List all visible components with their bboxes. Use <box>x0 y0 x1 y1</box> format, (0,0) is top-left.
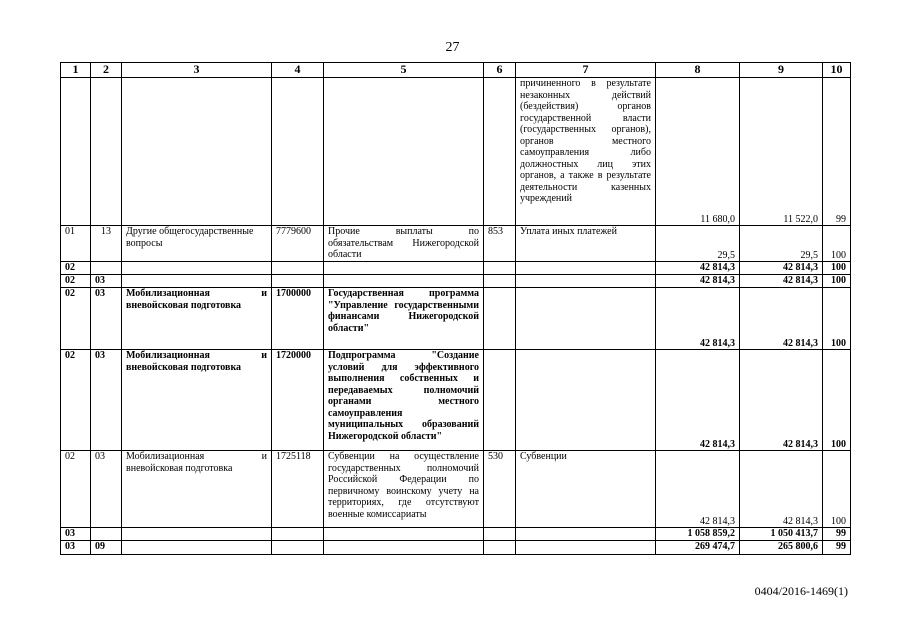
cell-target-code <box>272 262 324 275</box>
cell-target-name <box>324 78 484 226</box>
cell-target-code <box>272 541 324 555</box>
cell-expense-name <box>516 275 656 288</box>
col-header: 4 <box>272 63 324 78</box>
table-row <box>61 226 851 262</box>
table-row <box>61 78 851 226</box>
col-header: 2 <box>91 63 122 78</box>
col-header: 1 <box>61 63 91 78</box>
cell-plan: 1 058 859,2 <box>656 528 740 541</box>
cell-expense-name <box>516 528 656 541</box>
cell-expense-name: Уплата иных платежей <box>516 226 656 262</box>
cell-percent: 100 <box>823 226 851 262</box>
cell-fact: 42 814,3 <box>740 262 823 275</box>
cell-name <box>122 262 272 275</box>
cell-target-code: 7779600 <box>272 226 324 262</box>
table-row <box>61 275 851 288</box>
cell-subsection <box>91 78 122 226</box>
cell-name: Мобилизационная и вневойсковая подготовка <box>122 451 272 528</box>
cell-section: 02 <box>61 275 91 288</box>
cell-target-name <box>324 528 484 541</box>
cell-expense-code <box>484 350 516 451</box>
cell-subsection: 13 <box>91 226 122 262</box>
table-row <box>61 528 851 541</box>
cell-plan: 42 814,3 <box>656 350 740 451</box>
cell-expense-name: Субвенции <box>516 451 656 528</box>
cell-plan: 269 474,7 <box>656 541 740 555</box>
cell-name <box>122 78 272 226</box>
cell-fact: 42 814,3 <box>740 350 823 451</box>
cell-expense-code <box>484 528 516 541</box>
header-row <box>61 63 851 78</box>
cell-fact: 1 050 413,7 <box>740 528 823 541</box>
cell-section: 02 <box>61 451 91 528</box>
cell-expense-code <box>484 78 516 226</box>
cell-target-code: 1700000 <box>272 288 324 350</box>
cell-plan: 11 680,0 <box>656 78 740 226</box>
document-code: 0404/2016-1469(1) <box>754 584 848 598</box>
cell-name <box>122 541 272 555</box>
cell-target-name <box>324 262 484 275</box>
cell-target-code: 1725118 <box>272 451 324 528</box>
cell-fact: 29,5 <box>740 226 823 262</box>
cell-target-code <box>272 78 324 226</box>
cell-plan: 42 814,3 <box>656 288 740 350</box>
cell-percent: 99 <box>823 78 851 226</box>
cell-percent: 100 <box>823 350 851 451</box>
cell-subsection: 03 <box>91 275 122 288</box>
cell-percent: 100 <box>823 262 851 275</box>
cell-section: 02 <box>61 350 91 451</box>
cell-name <box>122 528 272 541</box>
cell-subsection <box>91 262 122 275</box>
col-header: 7 <box>516 63 656 78</box>
cell-fact: 42 814,3 <box>740 451 823 528</box>
cell-name: Мобилизационная и вневойсковая подготовка <box>122 288 272 350</box>
cell-plan: 42 814,3 <box>656 275 740 288</box>
cell-name <box>122 275 272 288</box>
cell-target-name: Субвенции на осуществление государственных полномочий Российской Федерации по первичному воинскому учету на территориях, где отсутствуют военные комиссариаты <box>324 451 484 528</box>
col-header: 10 <box>823 63 851 78</box>
cell-percent: 100 <box>823 451 851 528</box>
cell-fact: 11 522,0 <box>740 78 823 226</box>
cell-target-name: Прочие выплаты по обязательствам Нижегородской области <box>324 226 484 262</box>
budget-table <box>60 62 851 555</box>
cell-expense-code: 853 <box>484 226 516 262</box>
cell-fact: 42 814,3 <box>740 275 823 288</box>
cell-percent: 99 <box>823 541 851 555</box>
cell-expense-code <box>484 275 516 288</box>
cell-percent: 100 <box>823 288 851 350</box>
cell-plan: 42 814,3 <box>656 262 740 275</box>
cell-target-code <box>272 528 324 541</box>
cell-expense-code: 530 <box>484 451 516 528</box>
col-header: 9 <box>740 63 823 78</box>
cell-target-code: 1720000 <box>272 350 324 451</box>
cell-subsection <box>91 528 122 541</box>
cell-expense-name <box>516 350 656 451</box>
cell-plan: 29,5 <box>656 226 740 262</box>
cell-target-name <box>324 275 484 288</box>
cell-percent: 100 <box>823 275 851 288</box>
cell-subsection: 03 <box>91 451 122 528</box>
cell-expense-name: причиненного в результате незаконных действий (бездействия) органов государственной власти (государственных органов), органов местного самоуправления либо должностных лиц этих органов, а также в результате деятельности казенных учреждений <box>516 78 656 226</box>
cell-subsection: 09 <box>91 541 122 555</box>
table-row <box>61 262 851 275</box>
table-row <box>61 451 851 528</box>
cell-expense-code <box>484 288 516 350</box>
cell-target-name <box>324 541 484 555</box>
table-row <box>61 541 851 555</box>
cell-target-name: Подпрограмма "Создание условий для эффективного выполнения собственных и передаваемых полномочий органами местного самоуправления муниципальных образований Нижегородской области" <box>324 350 484 451</box>
col-header: 8 <box>656 63 740 78</box>
cell-section: 01 <box>61 226 91 262</box>
col-header: 3 <box>122 63 272 78</box>
cell-expense-code <box>484 262 516 275</box>
cell-section <box>61 78 91 226</box>
cell-section: 03 <box>61 541 91 555</box>
cell-expense-name <box>516 541 656 555</box>
cell-name: Мобилизационная и вневойсковая подготовка <box>122 350 272 451</box>
cell-target-name: Государственная программа "Управление государственными финансами Нижегородской области" <box>324 288 484 350</box>
table-row <box>61 288 851 350</box>
cell-section: 02 <box>61 262 91 275</box>
page-number: 27 <box>445 40 460 55</box>
cell-expense-name <box>516 262 656 275</box>
cell-target-code <box>272 275 324 288</box>
table-row <box>61 350 851 451</box>
cell-name: Другие общегосударственные вопросы <box>122 226 272 262</box>
cell-plan: 42 814,3 <box>656 451 740 528</box>
cell-subsection: 03 <box>91 350 122 451</box>
cell-section: 02 <box>61 288 91 350</box>
col-header: 6 <box>484 63 516 78</box>
cell-expense-code <box>484 541 516 555</box>
cell-subsection: 03 <box>91 288 122 350</box>
cell-section: 03 <box>61 528 91 541</box>
cell-percent: 99 <box>823 528 851 541</box>
cell-fact: 42 814,3 <box>740 288 823 350</box>
cell-fact: 265 800,6 <box>740 541 823 555</box>
cell-expense-name <box>516 288 656 350</box>
col-header: 5 <box>324 63 484 78</box>
